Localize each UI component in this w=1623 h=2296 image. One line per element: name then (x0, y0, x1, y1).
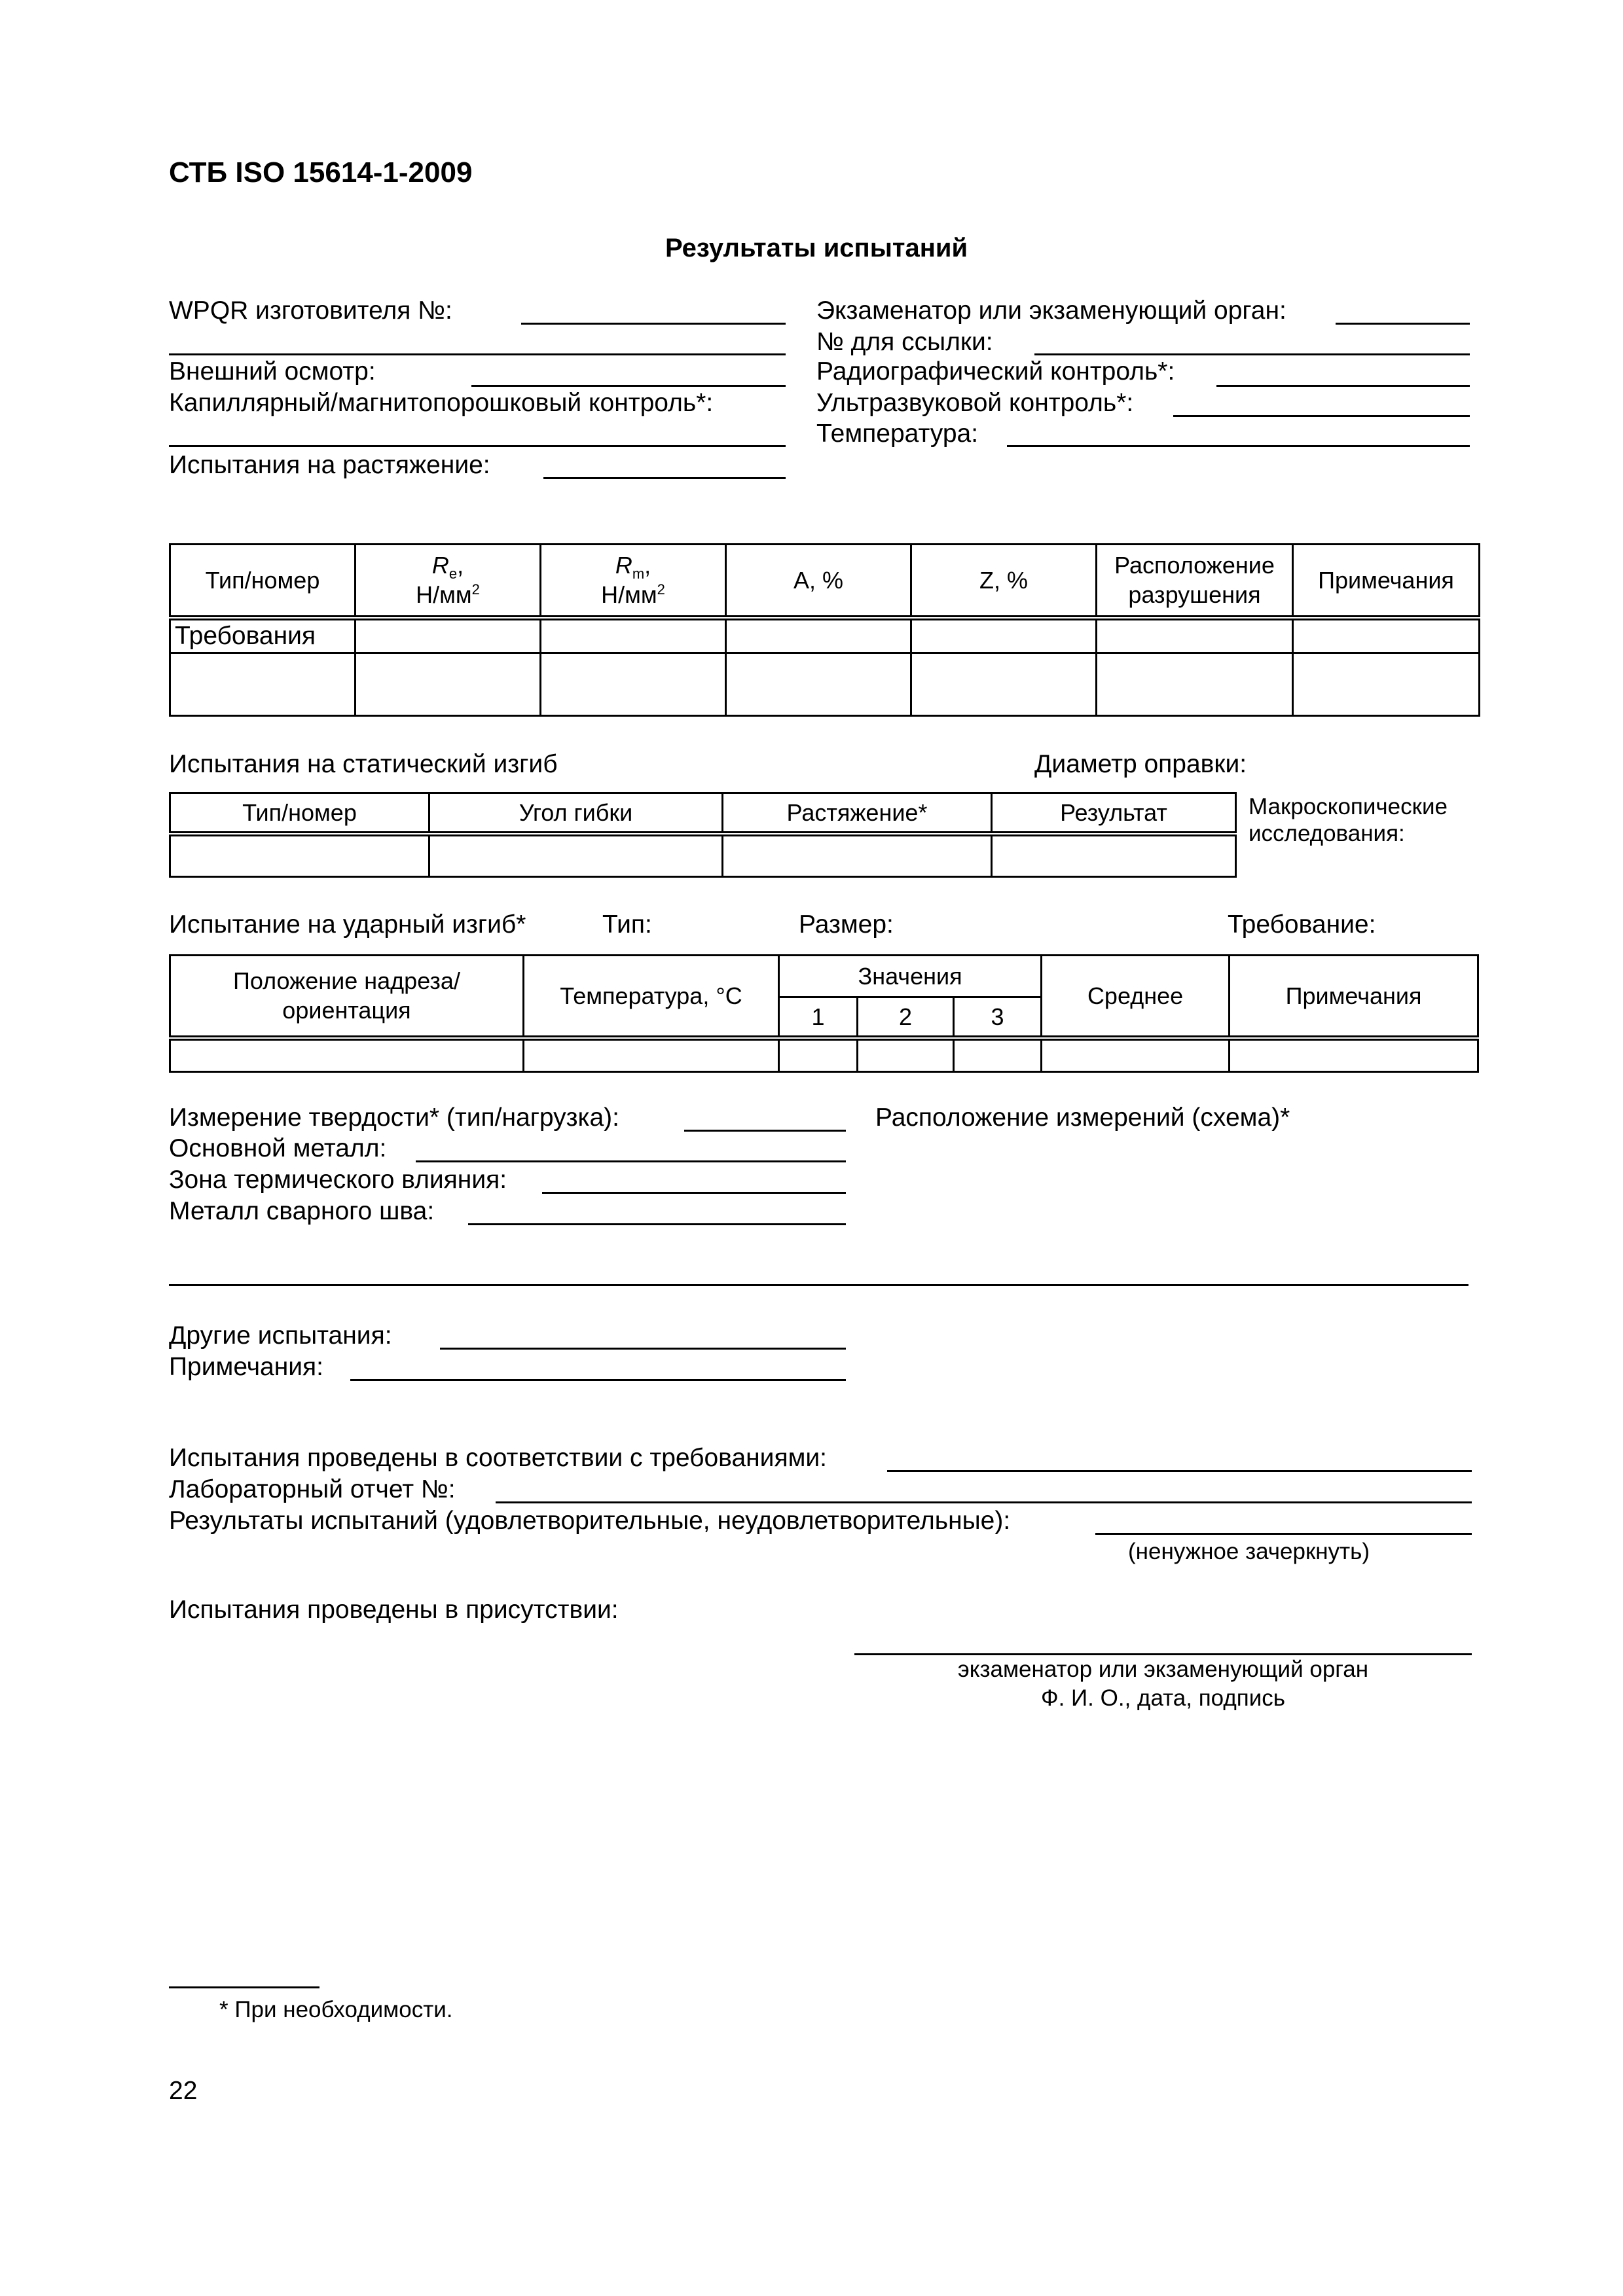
col-temp: Температура, °С (524, 956, 779, 1038)
lab-report-label: Лабораторный отчет №: (169, 1475, 456, 1503)
macro-label: Макроскопические исследования: (1249, 794, 1448, 847)
table-cell[interactable] (954, 1038, 1042, 1072)
reference-label: № для ссылки: (816, 328, 993, 356)
table-cell[interactable] (911, 653, 1097, 716)
col-angle: Угол гибки (429, 793, 723, 834)
re-sub: e (448, 565, 458, 583)
tensile-field[interactable] (543, 477, 786, 479)
wpqr-field-cont[interactable] (169, 353, 786, 355)
radiographic-label: Радиографический контроль*: (816, 357, 1175, 386)
rm-unit: Н/мм (601, 581, 657, 609)
page-number: 22 (169, 2077, 198, 2105)
examiner-label: Экзаменатор или экзаменующий орган: (816, 296, 1286, 325)
notes-field[interactable] (350, 1379, 846, 1381)
col-notch: Положение надреза/ ориентация (170, 956, 524, 1038)
re-unit-pow: 2 (471, 581, 480, 598)
examiner-field[interactable] (1336, 323, 1470, 325)
table-cell[interactable] (779, 1038, 858, 1072)
requirements-label: Требования (170, 618, 356, 653)
table-cell[interactable] (723, 834, 992, 877)
haz-label: Зона термического влияния: (169, 1166, 507, 1194)
table-cell[interactable] (858, 1038, 954, 1072)
penetrant-label: Капиллярный/магнитопорошковый контроль*: (169, 389, 714, 417)
results-label: Результаты испытаний (удовлетворительные, неудовлетворительные): (169, 1507, 1011, 1535)
table-cell[interactable] (1042, 1038, 1230, 1072)
base-metal-field[interactable] (416, 1160, 846, 1162)
table-cell[interactable] (524, 1038, 779, 1072)
bend-table (169, 792, 1237, 878)
signature-caption-2: Ф. И. О., дата, подпись (1040, 1685, 1286, 1711)
table-cell[interactable] (992, 834, 1236, 877)
col-a: A, % (726, 545, 911, 618)
col-re: $R_e$, $Н/мм^2$ (356, 545, 541, 618)
col-fracture: Расположение разрушения (1097, 545, 1293, 618)
strike-note: (ненужное зачеркнуть) (1128, 1539, 1370, 1564)
col-notes: Примечания (1230, 956, 1478, 1038)
table-cell[interactable] (1097, 653, 1293, 716)
requirements-statement-field[interactable] (887, 1470, 1472, 1472)
visual-field[interactable] (471, 385, 786, 387)
footnote-rule (169, 1986, 319, 1988)
col-result: Результат (992, 793, 1236, 834)
hardness-label: Измерение твердости* (тип/нагрузка): (169, 1103, 619, 1132)
col-elongation: Растяжение* (723, 793, 992, 834)
table-cell[interactable] (356, 653, 541, 716)
wpqr-label: WPQR изготовителя №: (169, 296, 452, 325)
full-width-rule[interactable] (169, 1284, 1468, 1286)
temperature-label: Температура: (816, 420, 979, 448)
impact-table (169, 954, 1479, 1073)
table-cell[interactable] (170, 653, 356, 716)
tensile-table (169, 543, 1480, 717)
weld-metal-field[interactable] (468, 1223, 846, 1225)
table-cell[interactable] (726, 653, 911, 716)
table-cell[interactable] (541, 618, 726, 653)
bend-title: Испытания на статический изгиб (169, 750, 558, 778)
reference-field[interactable] (1034, 353, 1470, 355)
table-cell[interactable] (356, 618, 541, 653)
haz-field[interactable] (542, 1192, 846, 1194)
re-symbol: R (431, 552, 449, 579)
penetrant-field[interactable] (169, 445, 786, 447)
footnote: * При необходимости. (219, 1997, 453, 2022)
col-average: Среднее (1042, 956, 1230, 1038)
mandrel-label: Диаметр оправки: (1034, 750, 1247, 778)
weld-metal-label: Металл сварного шва: (169, 1197, 435, 1225)
table-cell[interactable] (1293, 618, 1480, 653)
tensile-label: Испытания на растяжение: (169, 451, 490, 479)
wpqr-field[interactable] (521, 323, 786, 325)
table-cell[interactable] (911, 618, 1097, 653)
impact-requirement-label: Требование: (1228, 910, 1376, 939)
hardness-layout-label: Расположение измерений (схема)* (875, 1103, 1290, 1132)
temperature-field[interactable] (1007, 445, 1470, 447)
hardness-field[interactable] (684, 1130, 846, 1132)
col-value-3: 3 (954, 997, 1042, 1038)
col-rm: $R_m$, $Н/мм^2$ (541, 545, 726, 618)
rm-symbol: R (615, 552, 632, 579)
results-field[interactable] (1095, 1533, 1472, 1535)
radiographic-field[interactable] (1216, 385, 1470, 387)
col-z: Z, % (911, 545, 1097, 618)
impact-title: Испытание на ударный изгиб* (169, 910, 526, 939)
other-tests-field[interactable] (440, 1348, 846, 1350)
rm-sub: m (632, 565, 645, 583)
table-cell[interactable] (541, 653, 726, 716)
col-value-2: 2 (858, 997, 954, 1038)
table-cell[interactable] (170, 834, 429, 877)
ultrasonic-label: Ультразвуковой контроль*: (816, 389, 1134, 417)
other-tests-label: Другие испытания: (169, 1321, 392, 1350)
col-type: Тип/номер (170, 793, 429, 834)
col-notes: Примечания (1293, 545, 1480, 618)
col-value-1: 1 (779, 997, 858, 1038)
document-code: СТБ ISO 15614-1-2009 (169, 156, 473, 188)
table-cell[interactable] (726, 618, 911, 653)
page-title: Результаты испытаний (665, 234, 968, 262)
re-unit: Н/мм (416, 581, 472, 609)
visual-label: Внешний осмотр: (169, 357, 376, 386)
requirements-statement-label: Испытания проведены в соответствии с требованиями: (169, 1444, 828, 1472)
base-metal-label: Основной металл: (169, 1134, 387, 1162)
col-type: Тип/номер (170, 545, 356, 618)
presence-label: Испытания проведены в присутствии: (169, 1596, 619, 1624)
impact-size-label: Размер: (799, 910, 894, 939)
table-cell[interactable] (1293, 653, 1480, 716)
ultrasonic-field[interactable] (1173, 415, 1470, 417)
col-values: Значения (779, 956, 1042, 997)
rm-unit-pow: 2 (657, 581, 665, 598)
table-cell[interactable] (1230, 1038, 1478, 1072)
table-cell[interactable] (170, 1038, 524, 1072)
impact-type-label: Тип: (602, 910, 652, 939)
notes-label: Примечания: (169, 1353, 323, 1381)
signature-line[interactable] (854, 1653, 1472, 1655)
table-cell[interactable] (429, 834, 723, 877)
lab-report-field[interactable] (496, 1501, 1472, 1503)
signature-caption-1: экзаменатор или экзаменующий орган (957, 1657, 1369, 1682)
table-cell[interactable] (1097, 618, 1293, 653)
